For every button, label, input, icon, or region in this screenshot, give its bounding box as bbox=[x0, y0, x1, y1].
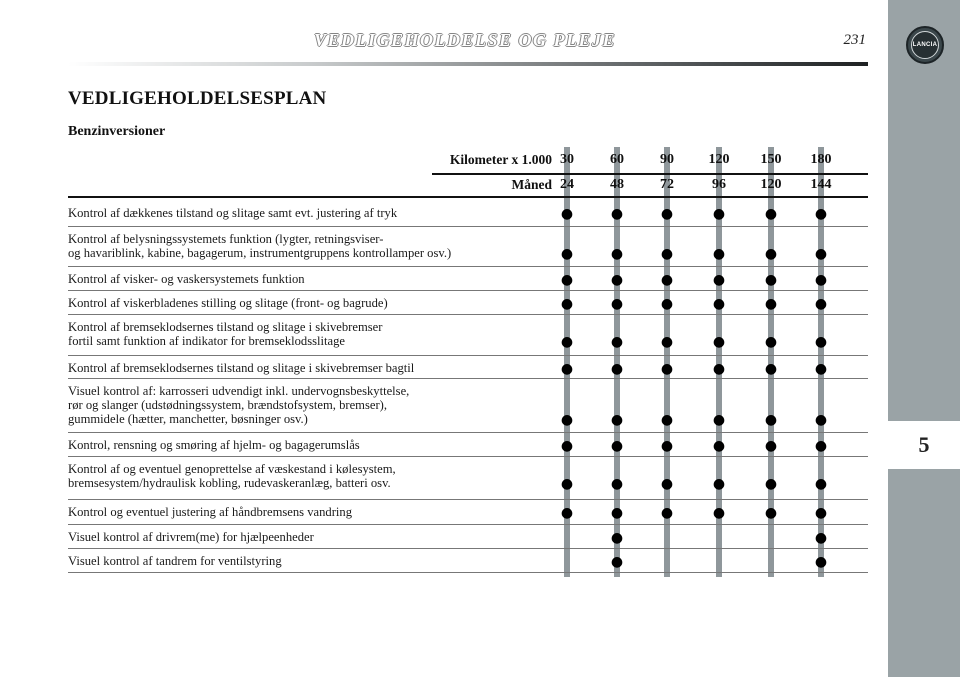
service-marker: ● bbox=[712, 206, 726, 222]
service-marker: ● bbox=[660, 412, 674, 428]
kilometer-value-120: 120 bbox=[708, 152, 730, 167]
service-marker: ● bbox=[660, 505, 674, 521]
service-marker: ● bbox=[560, 438, 574, 454]
service-marker: ● bbox=[660, 476, 674, 492]
service-marker: ● bbox=[814, 334, 828, 350]
month-label: Måned bbox=[511, 177, 552, 192]
description-line: Kontrol af bremseklodsernes tilstand og slitage i skivebremser bbox=[68, 320, 383, 334]
service-marker: ● bbox=[610, 505, 624, 521]
service-marker: ● bbox=[610, 476, 624, 492]
service-marker: ● bbox=[764, 476, 778, 492]
row-description bbox=[68, 320, 558, 348]
month-rule bbox=[68, 196, 868, 198]
row-description bbox=[68, 206, 558, 220]
kilometer-value-180: 180 bbox=[810, 152, 832, 167]
chapter-tab-number[interactable]: 5 bbox=[888, 421, 960, 469]
service-marker: ● bbox=[660, 296, 674, 312]
service-marker: ● bbox=[814, 246, 828, 262]
service-marker: ● bbox=[660, 361, 674, 377]
month-value-144: 144 bbox=[810, 177, 832, 192]
service-marker: ● bbox=[764, 412, 778, 428]
service-marker: ● bbox=[610, 296, 624, 312]
row-description bbox=[68, 361, 558, 375]
service-marker: ● bbox=[560, 476, 574, 492]
service-marker: ● bbox=[712, 334, 726, 350]
service-marker: ● bbox=[712, 296, 726, 312]
description-line: bremsesystem/hydraulisk kobling, rudevaskeranlæg, batteri osv. bbox=[68, 476, 391, 490]
description-line: og havariblink, kabine, bagagerum, instrumentgruppens kontrollamper osv.) bbox=[68, 246, 452, 260]
service-marker: ● bbox=[660, 206, 674, 222]
service-marker: ● bbox=[610, 272, 624, 288]
service-marker: ● bbox=[814, 206, 828, 222]
service-marker: ● bbox=[712, 361, 726, 377]
row-description bbox=[68, 462, 558, 490]
row-description bbox=[68, 438, 558, 452]
service-marker: ● bbox=[814, 554, 828, 570]
service-marker: ● bbox=[712, 272, 726, 288]
service-marker: ● bbox=[660, 334, 674, 350]
service-marker: ● bbox=[814, 438, 828, 454]
kilometer-value-90: 90 bbox=[660, 152, 674, 167]
service-marker: ● bbox=[610, 438, 624, 454]
row-description bbox=[68, 530, 558, 544]
service-marker: ● bbox=[560, 505, 574, 521]
service-marker: ● bbox=[712, 438, 726, 454]
brand-logo-icon bbox=[906, 26, 944, 64]
description-line: rør og slanger (udstødningssystem, brændstofsystem, bremser), bbox=[68, 398, 388, 412]
service-marker: ● bbox=[814, 505, 828, 521]
description-line: Kontrol af bremseklodsernes tilstand og slitage i skivebremser bagtil bbox=[68, 361, 415, 375]
maintenance-row bbox=[68, 530, 868, 549]
header-rule bbox=[68, 62, 868, 66]
row-description bbox=[68, 296, 558, 310]
service-marker: ● bbox=[610, 530, 624, 546]
service-marker: ● bbox=[560, 206, 574, 222]
row-description bbox=[68, 272, 558, 286]
service-marker: ● bbox=[814, 272, 828, 288]
service-marker: ● bbox=[764, 334, 778, 350]
service-marker: ● bbox=[814, 296, 828, 312]
description-line: Visuel kontrol af: karrosseri udvendigt inkl. undervognsbeskyttelse, bbox=[68, 384, 410, 398]
kilometer-rule bbox=[432, 173, 868, 175]
service-marker: ● bbox=[764, 505, 778, 521]
service-marker: ● bbox=[560, 246, 574, 262]
page-title: VEDLIGEHOLDELSESPLAN bbox=[68, 88, 327, 109]
service-marker: ● bbox=[660, 272, 674, 288]
service-marker: ● bbox=[560, 412, 574, 428]
service-marker: ● bbox=[712, 246, 726, 262]
service-marker: ● bbox=[560, 334, 574, 350]
description-line: Kontrol og eventuel justering af håndbremsens vandring bbox=[68, 505, 352, 519]
service-marker: ● bbox=[764, 296, 778, 312]
chapter-sidebar bbox=[888, 0, 960, 677]
service-marker: ● bbox=[814, 476, 828, 492]
service-marker: ● bbox=[712, 505, 726, 521]
service-marker: ● bbox=[764, 361, 778, 377]
service-marker: ● bbox=[610, 361, 624, 377]
description-line: Kontrol af visker- og vaskersystemets funktion bbox=[68, 272, 305, 286]
service-marker: ● bbox=[764, 246, 778, 262]
kilometer-value-30: 30 bbox=[560, 152, 574, 167]
description-line: Visuel kontrol af drivrem(me) for hjælpeenheder bbox=[68, 530, 314, 544]
service-marker: ● bbox=[764, 272, 778, 288]
month-value-96: 96 bbox=[712, 177, 726, 192]
service-marker: ● bbox=[814, 361, 828, 377]
running-header-title: VEDLIGEHOLDELSE OG PLEJE bbox=[313, 30, 617, 50]
month-value-72: 72 bbox=[660, 177, 674, 192]
description-line: Kontrol, rensning og smøring af hjelm- og bagagerumslås bbox=[68, 438, 360, 452]
service-marker: ● bbox=[610, 246, 624, 262]
section-title: Benzinversioner bbox=[68, 124, 166, 139]
service-marker: ● bbox=[610, 412, 624, 428]
service-marker: ● bbox=[610, 334, 624, 350]
service-marker: ● bbox=[560, 296, 574, 312]
description-line: Kontrol af viskerbladenes stilling og slitage (front- og bagrude) bbox=[68, 296, 388, 310]
service-marker: ● bbox=[712, 476, 726, 492]
service-marker: ● bbox=[610, 554, 624, 570]
month-value-24: 24 bbox=[560, 177, 574, 192]
kilometer-value-150: 150 bbox=[760, 152, 782, 167]
service-marker: ● bbox=[660, 246, 674, 262]
row-description bbox=[68, 232, 558, 260]
service-marker: ● bbox=[660, 438, 674, 454]
service-marker: ● bbox=[764, 206, 778, 222]
service-marker: ● bbox=[712, 412, 726, 428]
description-line: fortil samt funktion af indikator for bremseklodsslitage bbox=[68, 334, 346, 348]
kilometer-value-60: 60 bbox=[610, 152, 624, 167]
row-description bbox=[68, 384, 558, 426]
description-line: gummidele (hætter, manchetter, bøsninger osv.) bbox=[68, 412, 308, 426]
service-marker: ● bbox=[814, 412, 828, 428]
month-value-48: 48 bbox=[610, 177, 624, 192]
description-line: Kontrol af dækkenes tilstand og slitage samt evt. justering af tryk bbox=[68, 206, 398, 220]
description-line: Kontrol af og eventuel genoprettelse af væskestand i kølesystem, bbox=[68, 462, 396, 476]
maintenance-row bbox=[68, 554, 868, 573]
page-number: 231 bbox=[843, 32, 866, 48]
kilometer-label: Kilometer x 1.000 bbox=[449, 152, 552, 167]
service-marker: ● bbox=[560, 361, 574, 377]
row-description bbox=[68, 554, 558, 568]
month-value-120: 120 bbox=[760, 177, 782, 192]
logo-text: LANCIA bbox=[911, 31, 939, 59]
row-description bbox=[68, 505, 558, 519]
service-marker: ● bbox=[764, 438, 778, 454]
description-line: Kontrol af belysningssystemets funktion (lygter, retningsviser- bbox=[68, 232, 384, 246]
service-marker: ● bbox=[610, 206, 624, 222]
service-marker: ● bbox=[814, 530, 828, 546]
service-marker: ● bbox=[560, 272, 574, 288]
description-line: Visuel kontrol af tandrem for ventilstyring bbox=[68, 554, 282, 568]
